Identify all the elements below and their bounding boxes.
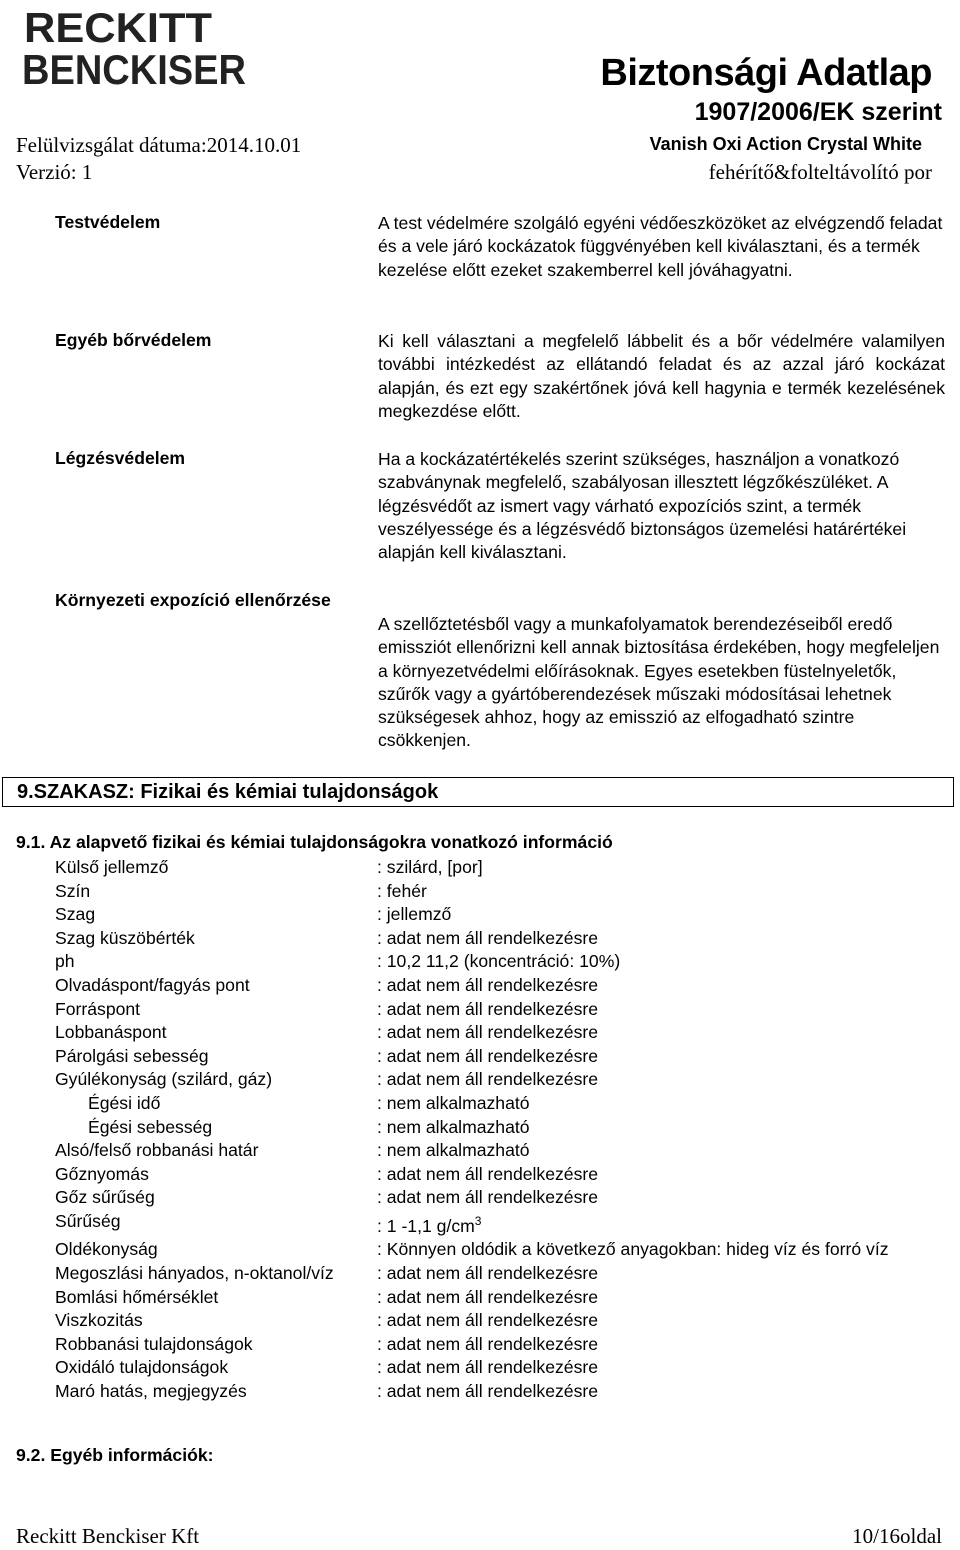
property-label: Gőznyomás <box>55 1163 149 1184</box>
section-9-heading: 9.SZAKASZ: Fizikai és kémiai tulajdonságok <box>2 777 954 807</box>
property-row <box>55 1356 945 1380</box>
property-value: : nem alkalmazható <box>377 1116 530 1137</box>
property-label: Gyúlékonyság (szilárd, gáz) <box>55 1069 273 1090</box>
property-value: : adat nem áll rendelkezésre <box>377 974 599 995</box>
property-row <box>55 974 945 998</box>
property-value: : adat nem áll rendelkezésre <box>377 1022 599 1043</box>
property-value: : adat nem áll rendelkezésre <box>377 1357 599 1378</box>
property-row <box>55 856 945 880</box>
property-row <box>55 1092 945 1116</box>
property-value: : 1 -1,1 g/cm <box>377 1215 475 1236</box>
body-protection-label: Testvédelem <box>55 212 161 232</box>
company-logo <box>22 4 248 90</box>
property-value: : adat nem áll rendelkezésre <box>377 998 599 1019</box>
property-value: : Könnyen oldódik a következő anyagokban: hideg víz és forró víz <box>377 1239 889 1260</box>
property-label: Égési sebesség <box>88 1116 213 1137</box>
environmental-exposure-label: Környezeti expozíció ellenőrzése <box>55 590 331 610</box>
property-label: Lobbanáspont <box>55 1022 167 1043</box>
property-row <box>55 1068 945 1092</box>
respiratory-protection-label: Légzésvédelem <box>55 448 186 468</box>
footer-company: Reckitt Benckiser Kft <box>16 1524 200 1548</box>
property-label: Párolgási sebesség <box>55 1045 209 1066</box>
property-value: : adat nem áll rendelkezésre <box>377 927 599 948</box>
property-row <box>55 1163 945 1187</box>
property-label: Alsó/felső robbanási határ <box>55 1140 259 1161</box>
revision-date: Felülvizsgálat dátuma:2014.10.01 <box>16 133 302 157</box>
property-row <box>55 1380 945 1404</box>
respiratory-protection-text: Ha a kockázatértékelés szerint szükséges, használjon a vonatkozó szabványnak megfelelő, szabályosan illesztett légzőkészüléket. A légzésvédőt az ismert vagy várható expozíciós szint, a termék veszélyessége és a légzésvédő biztonságos üzemelési határértékei alapján kell kiválasztani. <box>378 449 907 563</box>
property-row <box>55 903 945 927</box>
logo-line-1: RECKITT <box>24 4 213 51</box>
subsection-9-2-heading: 9.2. Egyéb információk: <box>16 1445 214 1465</box>
property-label: Szín <box>55 880 91 901</box>
property-label: Gőz sűrűség <box>55 1187 155 1208</box>
property-row <box>55 1139 945 1163</box>
property-value: : fehér <box>377 880 427 901</box>
property-label: Sűrűség <box>55 1210 121 1231</box>
property-label: Viszkozitás <box>55 1310 143 1331</box>
property-label: Külső jellemző <box>55 857 169 877</box>
property-label: Bomlási hőmérséklet <box>55 1286 219 1307</box>
regulation: 1907/2006/EK szerint <box>694 98 942 126</box>
property-label: Oldékonyság <box>55 1239 158 1260</box>
properties-table <box>55 856 945 1404</box>
property-row <box>55 1021 945 1045</box>
property-row <box>55 1116 945 1140</box>
property-row <box>55 927 945 951</box>
property-value-superscript: 3 <box>474 1213 482 1228</box>
property-label: Égési idő <box>88 1092 161 1113</box>
document-title: Biztonsági Adatlap <box>600 52 932 94</box>
logo-line-2: BENCKISER <box>22 46 246 90</box>
version: Verzió: 1 <box>16 160 93 184</box>
other-skin-protection-label: Egyéb bőrvédelem <box>55 330 212 350</box>
property-row <box>55 880 945 904</box>
property-row <box>55 950 945 974</box>
property-value: : szilárd, [por] <box>377 857 483 877</box>
property-label: Maró hatás, megjegyzés <box>55 1380 247 1401</box>
property-value: : nem alkalmazható <box>377 1140 530 1161</box>
property-label: Robbanási tulajdonságok <box>55 1333 253 1354</box>
property-value: : adat nem áll rendelkezésre <box>377 1262 599 1283</box>
footer-page-number: 10/16oldal <box>852 1524 942 1548</box>
subsection-9-1-heading: 9.1. Az alapvető fizikai és kémiai tulajdonságokra vonatkozó információ <box>16 832 613 852</box>
property-value: : adat nem áll rendelkezésre <box>377 1286 599 1307</box>
property-value: : 10,2 11,2 (koncentráció: 10%) <box>377 951 621 972</box>
property-row <box>55 1262 945 1286</box>
property-row <box>55 1309 945 1333</box>
property-label: Megoszlási hányados, n-oktanol/víz <box>55 1262 334 1283</box>
environmental-exposure-text: A szellőztetésből vagy a munkafolyamatok berendezéseiből eredő emissziót ellenőrizni kell annak biztosítása érdekében, hogy megfeleljen a környezetvédelmi előírásoknak. Egyes esetekben füstelnyeletők, szűrők vagy a gyártóberendezések műszaki módosításai lehetnek szükségesek ahhoz, hogy az emisszió az elfogadható szintre csökkenjen. <box>378 614 940 751</box>
property-row <box>55 1045 945 1069</box>
property-label: Oxidáló tulajdonságok <box>55 1357 229 1378</box>
property-label: ph <box>55 951 75 972</box>
property-value: : jellemző <box>377 904 452 925</box>
property-value: : adat nem áll rendelkezésre <box>377 1045 599 1066</box>
product-name: Vanish Oxi Action Crystal White <box>649 134 922 154</box>
property-value: : adat nem áll rendelkezésre <box>377 1187 599 1208</box>
other-skin-protection-text: Ki kell választani a megfelelő lábbelit és a bőr védelmére valamilyen további intézkedést az ellátandó feladat és az azzal járó kockázat alapján, és ezt egy szakértőnek jóvá kell hagynia e termék kezelésének megkezdése előtt. <box>378 331 945 421</box>
property-row <box>55 1238 945 1262</box>
property-value: : adat nem áll rendelkezésre <box>377 1163 599 1184</box>
product-type: fehérítő&folteltávolító por <box>708 160 932 184</box>
property-label: Szag küszöbérték <box>55 927 195 948</box>
logo-graphic <box>22 4 248 90</box>
property-row <box>55 1333 945 1357</box>
property-row <box>55 1286 945 1310</box>
property-value: : adat nem áll rendelkezésre <box>377 1310 599 1331</box>
property-label: Szag <box>55 904 96 925</box>
property-value: : adat nem áll rendelkezésre <box>377 1380 599 1401</box>
body-protection-text: A test védelmére szolgáló egyéni védőeszközöket az elvégzendő feladat és a vele járó kockázatok függvényében kell kiválasztani, és a termék kezelése előtt ezeket szakemberrel kell jóváhagyatni. <box>378 213 943 280</box>
property-row <box>55 1210 945 1238</box>
property-row <box>55 1186 945 1210</box>
property-value: : adat nem áll rendelkezésre <box>377 1333 599 1354</box>
property-value: : nem alkalmazható <box>377 1092 530 1113</box>
property-value: : adat nem áll rendelkezésre <box>377 1069 599 1090</box>
property-row <box>55 998 945 1022</box>
property-label: Forráspont <box>55 998 141 1019</box>
property-label: Olvadáspont/fagyás pont <box>55 974 250 995</box>
